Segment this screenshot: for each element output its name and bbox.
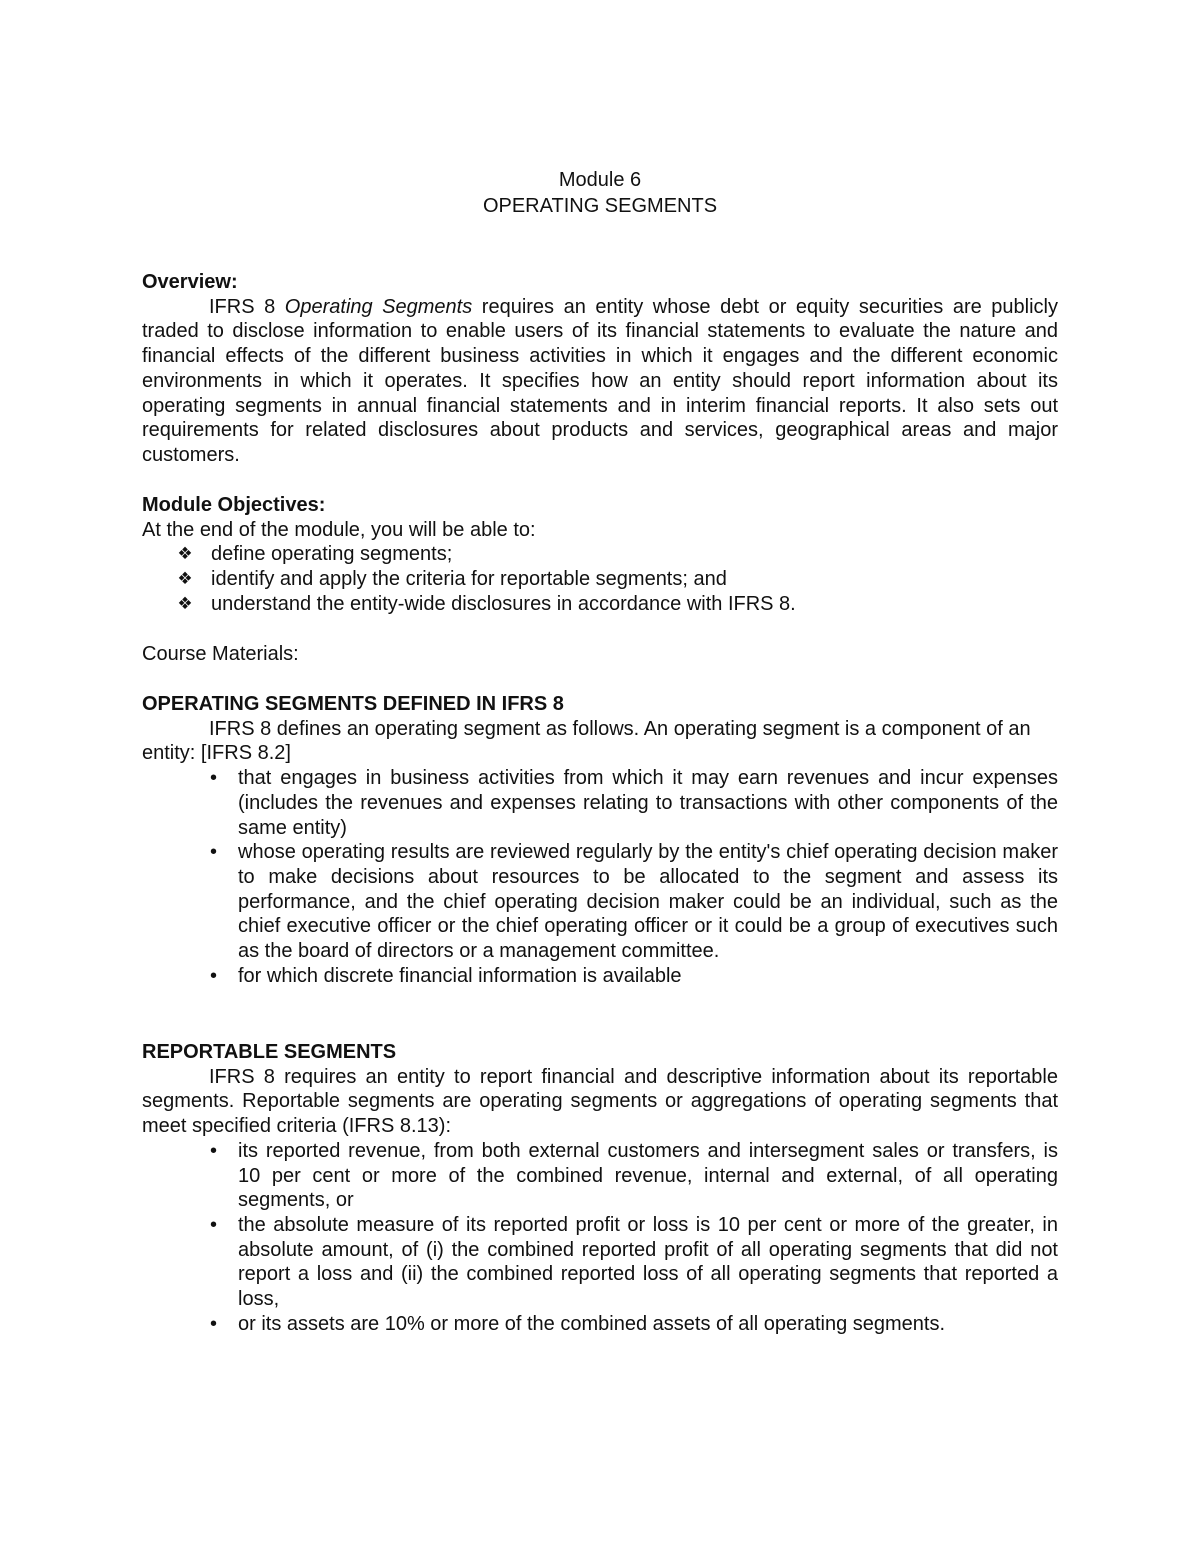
module-number: Module 6 [558,169,642,191]
reportable-list [142,1139,1058,1337]
reportable-heading: REPORTABLE SEGMENTS [142,1041,397,1063]
list-item: ❖ identify and apply the criteria for reportable segments; and [177,568,727,591]
bullet-icon: • [210,1139,218,1162]
bullet-icon: • [210,1213,218,1236]
defined-heading: OPERATING SEGMENTS DEFINED IN IFRS 8 [142,693,564,715]
defined-section [142,692,1058,988]
defined-intro: IFRS 8 defines an operating segment as follows. An operating segment is a component of an entity: [IFRS 8.2] [142,717,1031,765]
list-item: • whose operating results are reviewed regularly by the entity's chief operating decision maker to make decisions about resources to be allocated to the segment and assess its performance, and the chief operating decision maker could be an individual, such as the chief executive officer or the chief operating officer or it could be a group of executives such as the board of directors or a management committee. [210,841,1058,963]
list-item: • or its assets are 10% or more of the combined assets of all operating segments. [210,1312,946,1335]
bullet-icon: • [210,1312,218,1335]
bullet-icon: • [210,767,218,790]
list-item: • the absolute measure of its reported profit or loss is 10 per cent or more of the greater, in absolute amount, of (i) the combined reported profit of all operating segments that did not report a loss and (ii) the combined reported loss of all operating segments that reported a loss, [210,1213,1058,1311]
diamond-four-point-icon: ❖ [177,569,193,589]
list-item: • that engages in business activities from which it may earn revenues and incur expenses (includes the revenues and expenses relating to transactions with other components of the same entity) [210,767,1058,839]
objectives-list [142,542,1058,616]
list-item: ❖ understand the entity-wide disclosures in accordance with IFRS 8. [177,592,796,615]
overview-section [142,270,1058,468]
standard-ref: IFRS 8 [209,295,276,318]
objectives-section [142,493,1058,617]
list-item: ❖ define operating segments; [177,543,453,566]
objectives-intro: At the end of the module, you will be able to: [142,518,536,541]
standard-name: Operating Segments [284,295,473,318]
diamond-four-point-icon: ❖ [177,593,193,613]
overview-paragraph [142,295,1058,468]
bullet-icon: • [210,841,218,864]
reportable-intro: IFRS 8 requires an entity to report financial and descriptive information about its reportable segments. Reportable segments are operating segments or aggregations of operating segments that meet specified criteria (IFRS 8.13): [142,1065,1058,1138]
bullet-icon: • [210,964,218,987]
course-materials [142,642,1058,667]
overview-text: requires an entity whose debt or equity securities are publicly traded to disclose information to enable users of its financial statements to evaluate the nature and financial effects of the different business activities in which it engages and the different economic environments in which it operates. It specifies how an entity should report information about its operating segments in annual financial statements and in interim financial reports. It also sets out requirements for related disclosures about products and services, geographical areas and major customers. [142,295,1059,466]
title-block [0,167,1200,219]
objectives-heading: Module Objectives: [142,494,326,516]
diamond-four-point-icon: ❖ [177,544,193,564]
defined-list [142,766,1058,988]
list-item: • for which discrete financial information is available [210,964,682,987]
list-item: • its reported revenue, from both external customers and intersegment sales or transfers, is 10 per cent or more of the combined revenue, internal and external, of all operating segments, or [210,1139,1058,1212]
reportable-section [142,1040,1058,1336]
course-materials-label: Course Materials: [142,643,299,665]
overview-heading: Overview: [142,271,238,293]
module-title: OPERATING SEGMENTS [482,195,718,217]
